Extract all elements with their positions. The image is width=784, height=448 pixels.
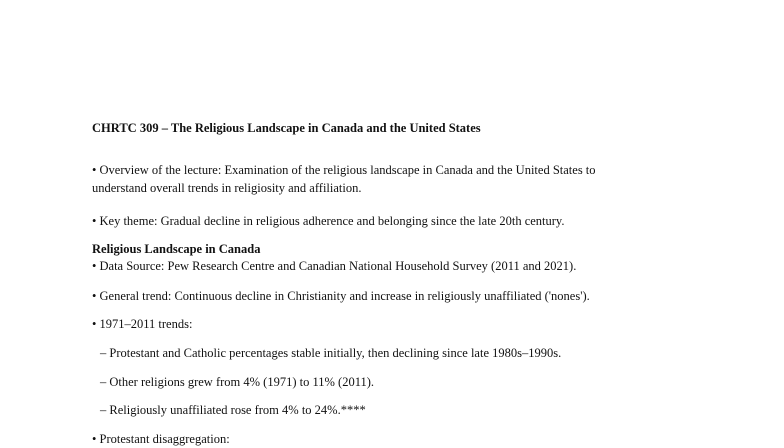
overview-line-1: • Overview of the lecture: Examination of the religious landscape in Canada and the United States to bbox=[92, 163, 596, 177]
document-title: CHRTC 309 – The Religious Landscape in Canada and the United States bbox=[92, 121, 481, 135]
key-theme-bullet: • Key theme: Gradual decline in religious adherence and belonging since the late 20th century. bbox=[92, 214, 565, 228]
trend-unaffiliated-item: – Religiously unaffiliated rose from 4% to 24%.**** bbox=[100, 403, 366, 417]
overview-line-2: understand overall trends in religiosity and affiliation. bbox=[92, 181, 362, 195]
trend-other-religions-item: – Other religions grew from 4% (1971) to 11% (2011). bbox=[100, 375, 375, 389]
protestant-disaggregation-bullet: • Protestant disaggregation: bbox=[92, 432, 230, 446]
general-trend-bullet: • General trend: Continuous decline in Christianity and increase in religiously unaffiliated ('nones'). bbox=[92, 289, 590, 303]
section-heading-canada: Religious Landscape in Canada bbox=[92, 242, 261, 256]
trends-heading-bullet: • 1971–2011 trends: bbox=[92, 317, 193, 331]
data-source-bullet: • Data Source: Pew Research Centre and Canadian National Household Survey (2011 and 2021). bbox=[92, 259, 577, 273]
trend-protestant-item: – Protestant and Catholic percentages stable initially, then declining since late 1980s–1990s. bbox=[100, 346, 562, 360]
